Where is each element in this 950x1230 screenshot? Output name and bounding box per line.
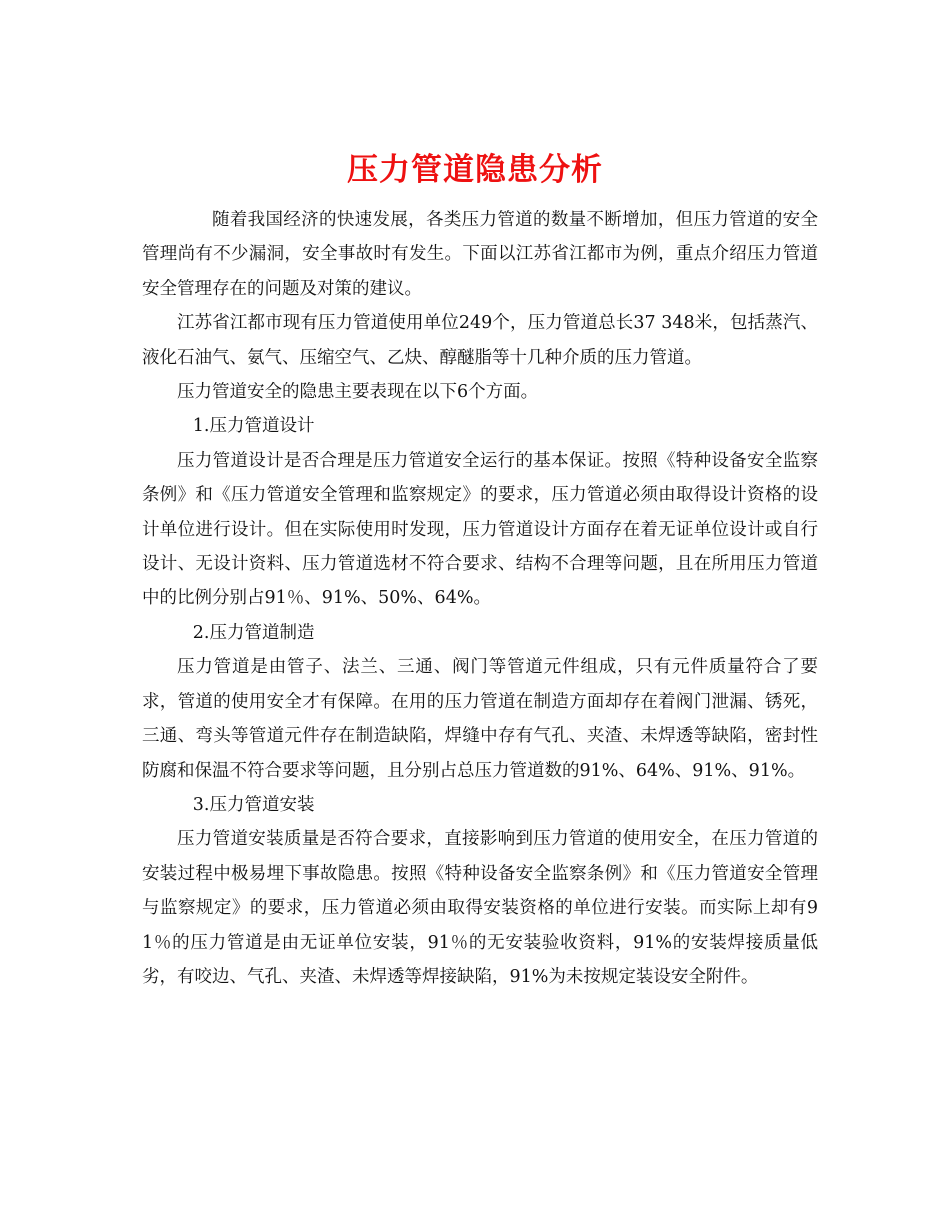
section-heading-manufacturing: 2.压力管道制造 <box>192 622 315 643</box>
section-heading-design: 1.压力管道设计 <box>192 416 315 437</box>
statistics-paragraph: 江苏省江都市现有压力管道使用单位249个，压力管道总长37 348米，包括蒸汽、液化石油气、氨气、压缩空气、乙炔、醇醚脂等十几种介质的压力管道。 <box>142 313 818 368</box>
overview-paragraph: 压力管道安全的隐患主要表现在以下6个方面。 <box>177 382 539 403</box>
section-heading-installation: 3.压力管道安装 <box>192 794 315 815</box>
document-title: 压力管道隐患分析 <box>347 151 603 188</box>
section-text-installation: 压力管道安装质量是否符合要求，直接影响到压力管道的使用安全，在压力管道的安装过程中极易埋下事故隐患。按照《特种设备安全监察条例》和《压力管道安全管理与监察规定》的要求，压力管道必须由取得安装资格的单位进行安装。而实际上却有91％的压力管道是由无证单位安装，91％的无安装验收资料，91%的安装焊接质量低劣，有咬边、气孔、夹渣、未焊透等焊接缺陷，91%为未按规定装设安全附件。 <box>142 829 818 987</box>
section-text-design: 压力管道设计是否合理是压力管道安全运行的基本保证。按照《特种设备安全监察条例》和《压力管道安全管理和监察规定》的要求，压力管道必须由取得设计资格的设计单位进行设计。但在实际使用时发现，压力管道设计方面存在着无证单位设计或自行设计、无设计资料、压力管道选材不符合要求、结构不合理等问题，且在所用压力管道中的比例分别占91％、91%、50%、64%。 <box>142 450 818 609</box>
intro-paragraph: 随着我国经济的快速发展，各类压力管道的数量不断增加，但压力管道的安全管理尚有不少漏洞，安全事故时有发生。下面以江苏省江都市为例，重点介绍压力管道安全管理存在的问题及对策的建议。 <box>142 210 818 299</box>
document-body <box>142 203 818 994</box>
section-text-manufacturing: 压力管道是由管子、法兰、三通、阀门等管道元件组成，只有元件质量符合了要求，管道的使用安全才有保障。在用的压力管道在制造方面却存在着阀门泄漏、锈死，三通、弯头等管道元件存在制造缺陷，焊缝中存有气孔、夹渣、未焊透等缺陷，密封性防腐和保温不符合要求等问题，且分别占总压力管道数的91%、64%、91%、91%。 <box>142 657 818 781</box>
